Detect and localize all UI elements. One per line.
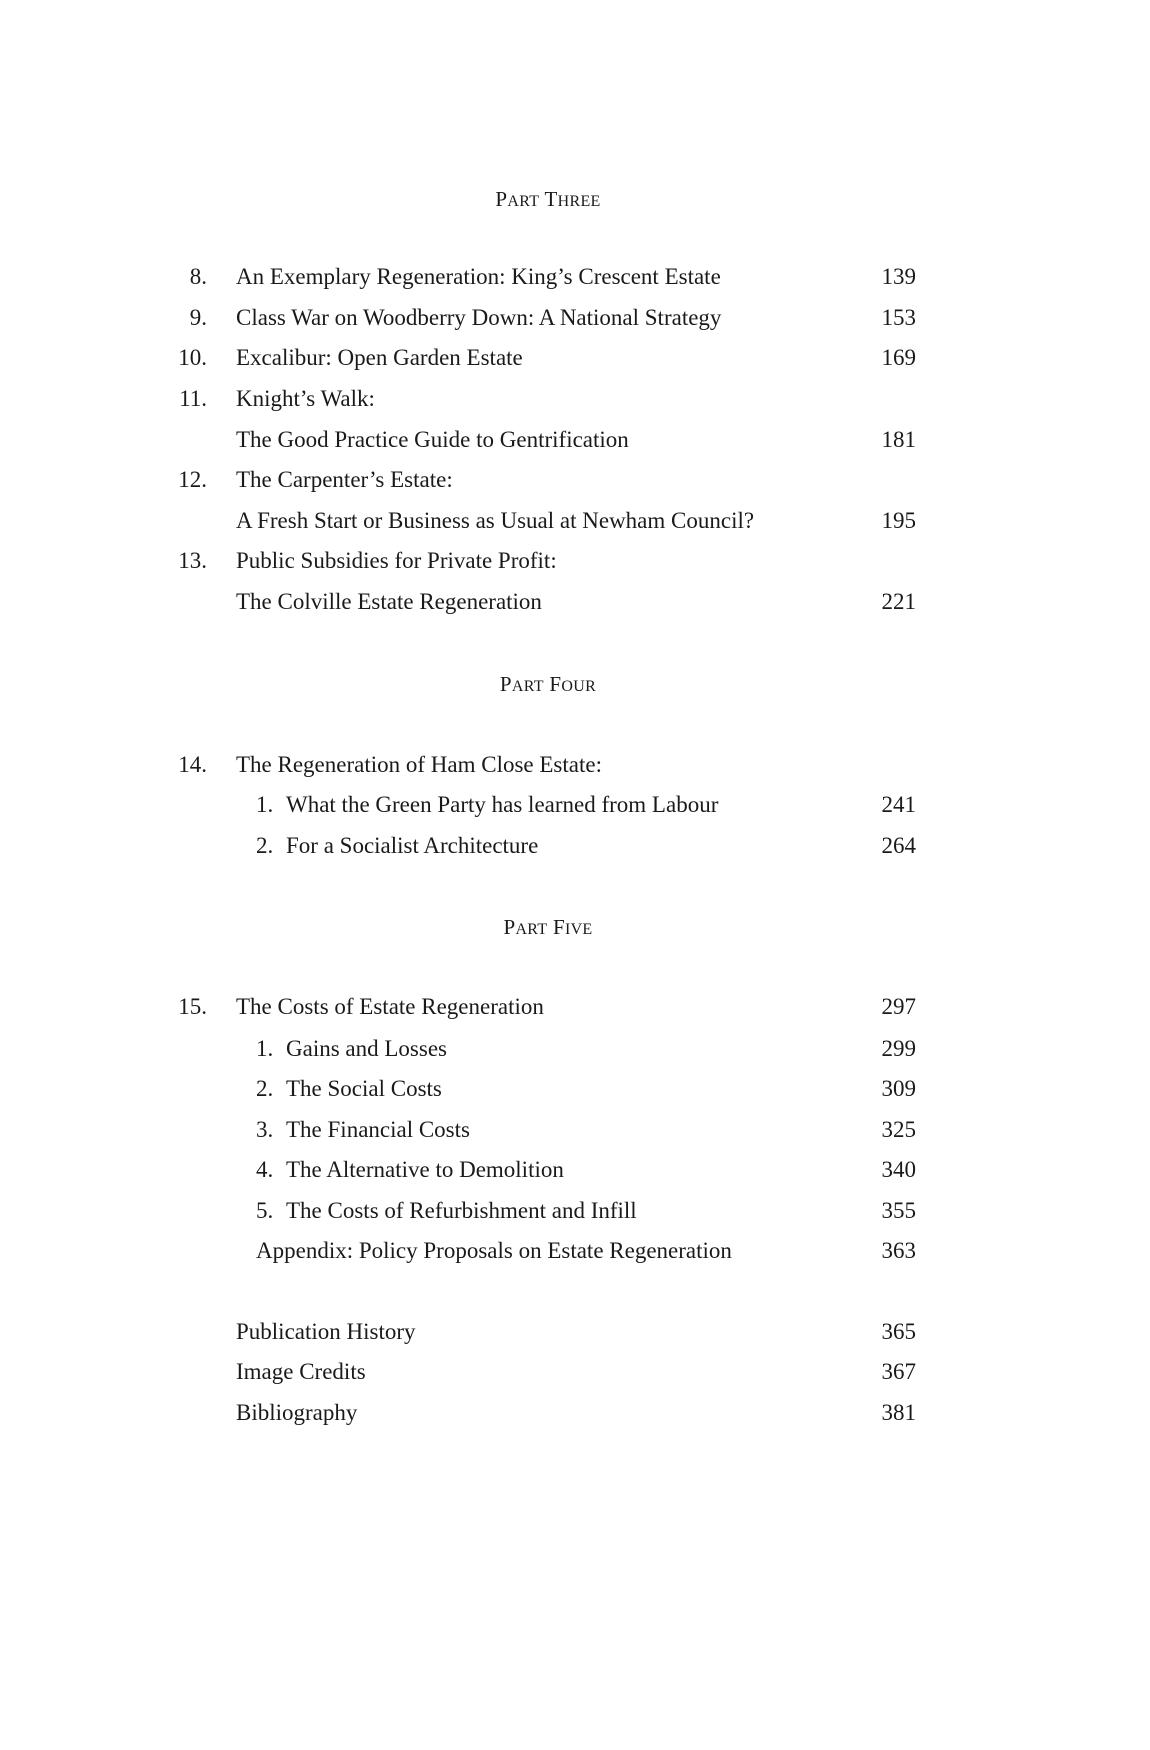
page-number: 325 xyxy=(881,1117,916,1142)
chapter-number: 15. xyxy=(178,994,207,1019)
page-number: 340 xyxy=(881,1157,916,1182)
chapter-number: 9. xyxy=(189,305,207,330)
chapter-title: Excalibur: Open Garden Estate xyxy=(236,345,523,370)
back-matter-title: Image Credits xyxy=(236,1359,366,1384)
page-number: 381 xyxy=(881,1400,916,1425)
toc-entry-appendix[interactable] xyxy=(0,1236,1150,1266)
page-number: 355 xyxy=(881,1198,916,1223)
heading-smallcaps: ART xyxy=(511,678,544,695)
page-number: 363 xyxy=(881,1238,916,1263)
heading-initial: F xyxy=(552,915,565,939)
chapter-subtitle: A Fresh Start or Business as Usual at Newham Council? xyxy=(236,508,755,533)
page-number: 241 xyxy=(881,792,916,817)
toc-entry-section[interactable] xyxy=(0,1155,1150,1185)
heading-initial: T xyxy=(544,187,558,211)
toc-entry-section[interactable] xyxy=(0,790,1150,820)
chapter-title: Class War on Woodberry Down: A National Strategy xyxy=(236,305,722,330)
toc-entry-chapter-11-subtitle[interactable] xyxy=(0,425,1150,455)
page-number: 181 xyxy=(881,427,916,452)
toc-entry-chapter-14[interactable] xyxy=(0,750,1150,780)
toc-entry-chapter-8[interactable] xyxy=(0,262,1150,292)
toc-entry-chapter-15[interactable] xyxy=(0,992,1150,1022)
toc-entry-bibliography[interactable] xyxy=(0,1398,1150,1428)
back-matter-title: Bibliography xyxy=(236,1400,358,1425)
heading-smallcaps: OUR xyxy=(561,678,597,695)
back-matter-title: Publication History xyxy=(236,1319,416,1344)
page-number: 221 xyxy=(881,589,916,614)
chapter-title: Public Subsidies for Private Profit: xyxy=(236,548,557,573)
chapter-number: 13. xyxy=(178,548,207,573)
heading-smallcaps: HREE xyxy=(557,193,601,210)
heading-initial: P xyxy=(495,187,508,211)
heading-initial: F xyxy=(549,672,562,696)
toc-entry-section[interactable] xyxy=(0,1034,1150,1064)
chapter-title: Knight’s Walk: xyxy=(236,386,375,411)
chapter-number: 8. xyxy=(189,264,207,289)
heading-smallcaps: IVE xyxy=(564,921,593,938)
chapter-title: The Regeneration of Ham Close Estate: xyxy=(236,752,602,777)
chapter-number: 10. xyxy=(178,345,207,370)
section-number: 4. xyxy=(256,1157,274,1182)
part-four-heading xyxy=(0,671,1096,700)
section-number: 5. xyxy=(256,1198,274,1223)
section-number: 3. xyxy=(256,1117,274,1142)
section-title: The Social Costs xyxy=(286,1076,442,1101)
toc-entry-chapter-10[interactable] xyxy=(0,343,1150,373)
section-number: 1. xyxy=(256,1036,274,1061)
part-five-heading xyxy=(0,914,1096,943)
page-number: 367 xyxy=(881,1359,916,1384)
page-number: 297 xyxy=(881,994,916,1019)
toc-entry-chapter-13[interactable] xyxy=(0,546,1150,576)
section-title: Gains and Losses xyxy=(286,1036,447,1061)
toc-entry-section[interactable] xyxy=(0,1115,1150,1145)
chapter-title: An Exemplary Regeneration: King’s Crescent Estate xyxy=(236,264,721,289)
heading-smallcaps: ART xyxy=(507,193,540,210)
toc-entry-chapter-11[interactable] xyxy=(0,384,1150,414)
section-number: 2. xyxy=(256,1076,274,1101)
chapter-number: 11. xyxy=(179,386,207,411)
chapter-title: The Costs of Estate Regeneration xyxy=(236,994,544,1019)
page-number: 365 xyxy=(881,1319,916,1344)
toc-entry-image-credits[interactable] xyxy=(0,1357,1150,1387)
heading-initial: P xyxy=(499,672,512,696)
page-number: 309 xyxy=(881,1076,916,1101)
appendix-title: Appendix: Policy Proposals on Estate Regeneration xyxy=(256,1238,732,1263)
chapter-number: 12. xyxy=(178,467,207,492)
toc-entry-chapter-9[interactable] xyxy=(0,303,1150,333)
heading-smallcaps: ART xyxy=(515,921,548,938)
section-number: 1. xyxy=(256,792,274,817)
chapter-number: 14. xyxy=(178,752,207,777)
section-title: For a Socialist Architecture xyxy=(286,833,539,858)
chapter-title: The Carpenter’s Estate: xyxy=(236,467,453,492)
page-number: 299 xyxy=(881,1036,916,1061)
page-number: 139 xyxy=(881,264,916,289)
toc-entry-chapter-12-subtitle[interactable] xyxy=(0,506,1150,536)
section-title: The Financial Costs xyxy=(286,1117,470,1142)
page-number: 169 xyxy=(881,345,916,370)
chapter-subtitle: The Colville Estate Regeneration xyxy=(236,589,542,614)
toc-entry-section[interactable] xyxy=(0,1074,1150,1104)
page-number: 153 xyxy=(881,305,916,330)
section-number: 2. xyxy=(256,833,274,858)
chapter-subtitle: The Good Practice Guide to Gentrification xyxy=(236,427,629,452)
toc-entry-chapter-12[interactable] xyxy=(0,465,1150,495)
toc-entry-chapter-13-subtitle[interactable] xyxy=(0,587,1150,617)
page-number: 195 xyxy=(881,508,916,533)
page-number: 264 xyxy=(881,833,916,858)
toc-entry-section[interactable] xyxy=(0,831,1150,861)
part-three-heading xyxy=(0,186,1096,215)
section-title: What the Green Party has learned from Labour xyxy=(286,792,719,817)
section-title: The Alternative to Demolition xyxy=(286,1157,564,1182)
section-title: The Costs of Refurbishment and Infill xyxy=(286,1198,637,1223)
toc-entry-section[interactable] xyxy=(0,1196,1150,1226)
toc-entry-publication-history[interactable] xyxy=(0,1317,1150,1347)
heading-initial: P xyxy=(503,915,516,939)
